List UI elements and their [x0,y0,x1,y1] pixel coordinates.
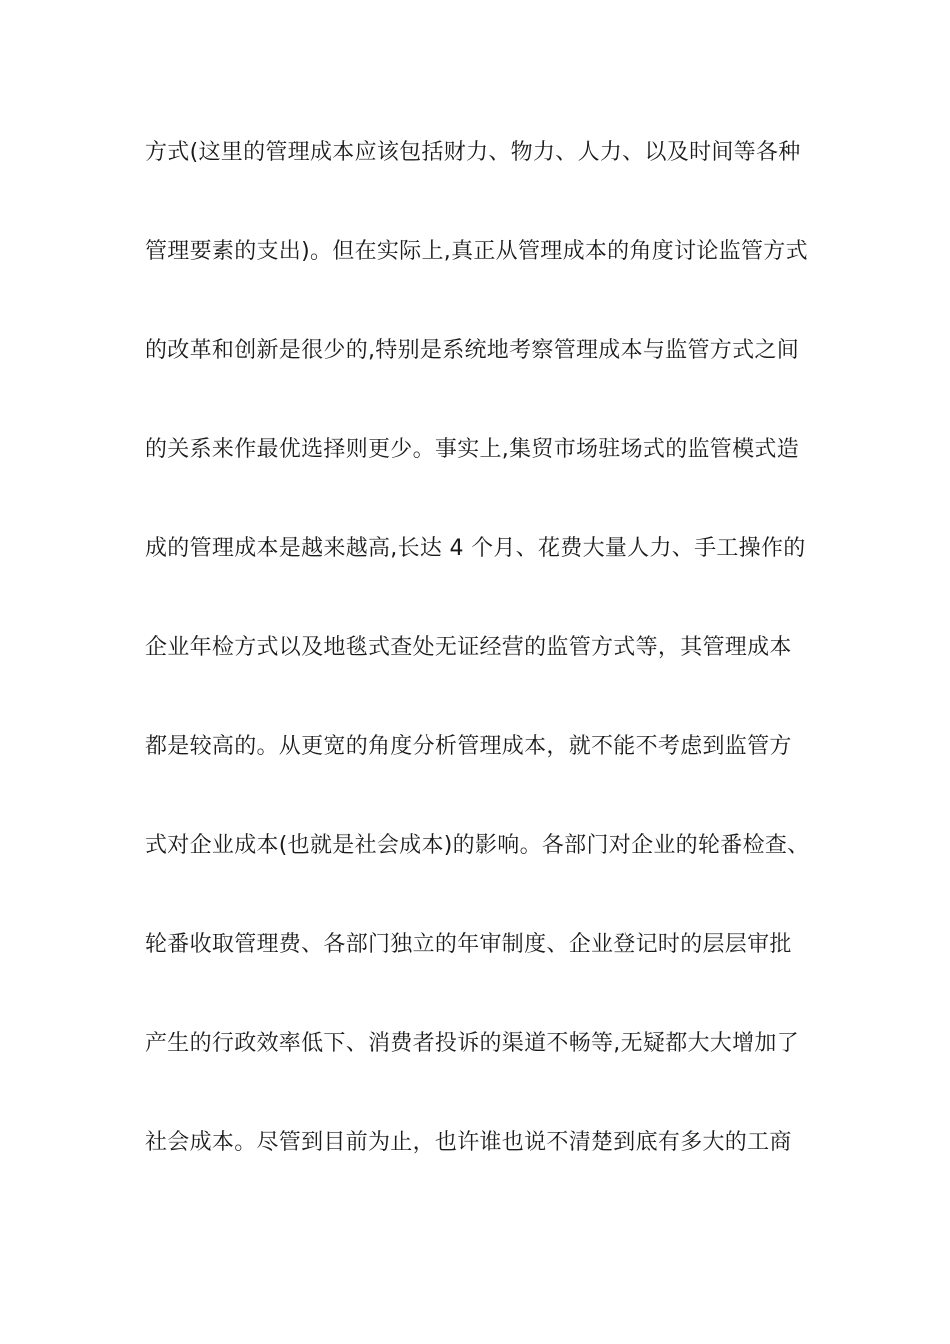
text-line: 都是较高的。从更宽的角度分析管理成本，就不能不考虑到监管方 [145,734,792,759]
text-line: 方式(这里的管理成本应该包括财力、物力、人力、以及时间等各种 [145,140,801,165]
body-text [145,129,825,1218]
text-line: 企业年检方式以及地毯式查处无证经营的监管方式等，其管理成本 [145,635,792,660]
text-line: 社会成本。尽管到目前为止，也许谁也说不清楚到底有多大的工商 [145,1130,792,1155]
text-line: 的关系来作最优选择则更少。事实上,集贸市场驻场式的监管模式造 [145,437,799,462]
text-line: 管理要素的支出)。但在实际上,真正从管理成本的角度讨论监管方式 [145,239,808,264]
text-line: 成的管理成本是越来越高,长达 4 个月、花费大量人力、手工操作的 [145,536,806,561]
text-line: 式对企业成本(也就是社会成本)的影响。各部门对企业的轮番检查、 [145,833,810,858]
text-line: 的改革和创新是很少的,特别是系统地考察管理成本与监管方式之间 [145,338,799,363]
text-line: 轮番收取管理费、各部门独立的年审制度、企业登记时的层层审批 [145,932,792,957]
text-line: 产生的行政效率低下、消费者投诉的渠道不畅等,无疑都大大增加了 [145,1031,799,1056]
